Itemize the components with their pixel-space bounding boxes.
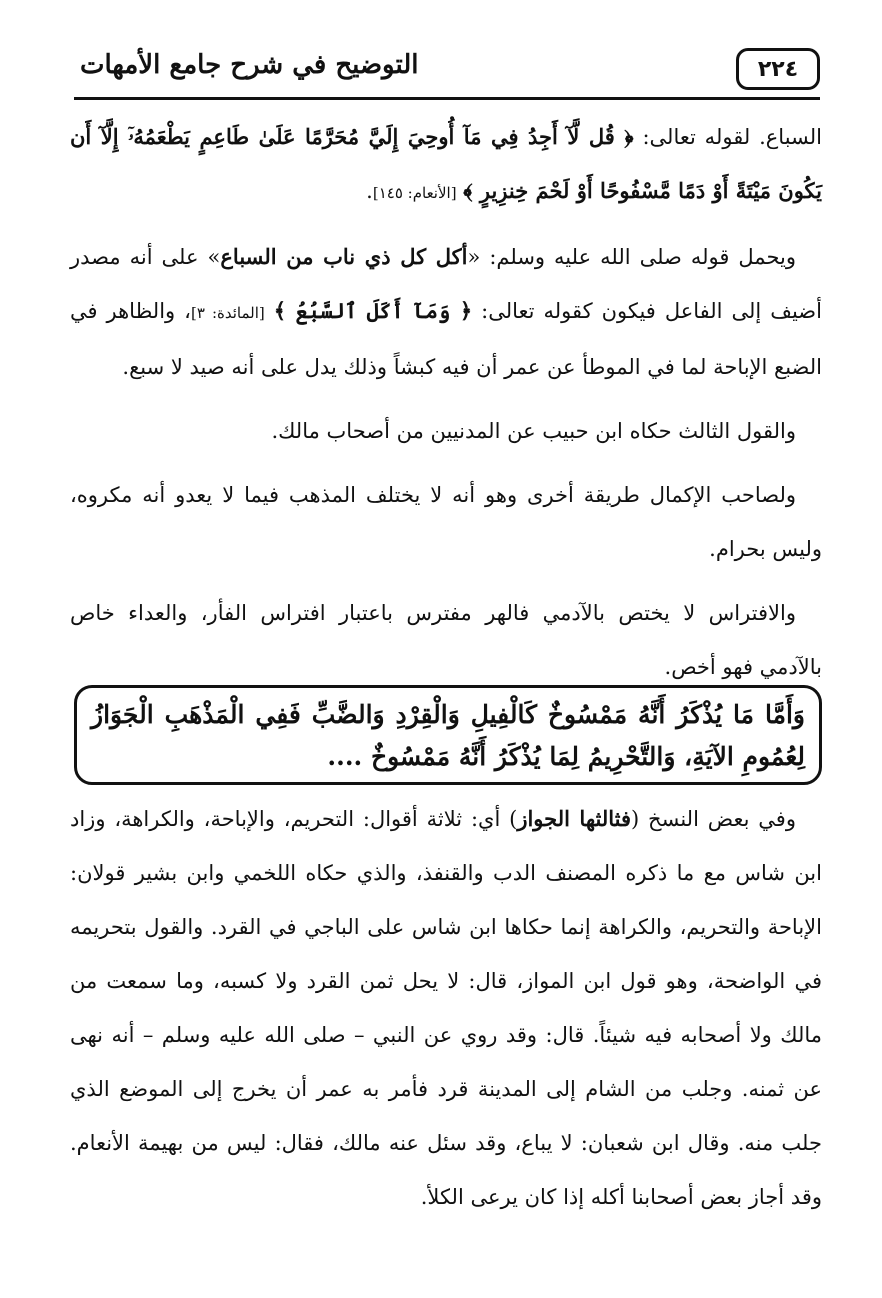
quran-verse: ﴿ وَمَآ أَكَلَ ٱلسَّبُعُ ﴾ [273,298,473,323]
text-run: ، والظاهر في الضبع الإباحة لما في الموطأ عن عمر أن فيه كبشاً وذلك يدل على أنه صيد لا سبع. [70,299,822,379]
paragraph [70,110,822,220]
commentary-top [70,110,822,704]
verse-reference: [المائدة: ٣] [190,304,265,322]
page-header [74,48,820,100]
page-number: ٢٢٤ [736,48,820,90]
commentary-bottom [70,792,822,1234]
text-run: » على أنه مصدر أضيف إلى الفاعل فيكون كقوله تعالى: [70,245,822,323]
verse-reference: [الأنعام: ١٤٥] [372,184,457,202]
running-title: التوضيح في شرح جامع الأمهات [80,50,419,80]
matn-box: وَأَمَّا مَا يُذْكَرُ أَنَّهُ مَمْسُوخٌ كَالْفِيلِ وَالْقِرْدِ وَالضَّبِّ فَفِي الْمَذْهَبِ الْجَوَازُ لِعُمُومِ الآيَةِ، وَالتَّحْرِيمُ لِمَا يُذْكَرُ أَنَّهُ مَمْسُوخٌ .... [74,685,822,785]
paragraph [70,792,822,1224]
text-run: ) أي: ثلاثة أقوال: التحريم، والإباحة، والكراهة، وزاد ابن شاس مع ما ذكره المصنف الدب والقنفذ، والذي حكاه اللخمي وابن بشير قولان: الإباحة والتحريم، والكراهة إنما حكاها ابن شاس على الباجي في القرد. والقول بتحريمه في الواضحة، وهو قول ابن المواز، قال: لا يحل ثمن القرد ولا كسبه، وما سمعت من مالك ولا أصحابه فيه شيئاً. قال: وقد روي عن النبي – صلى الله عليه وسلم – أنه نهى عن ثمنه. وجلب من الشام إلى المدينة قرد فأمر به عمر أن يخرج إلى الموضع الذي جلب منه. وقال ابن شعبان: لا يباع، وقد سئل عنه مالك، فقال: ليس من بهيمة الأنعام. وقد أجاز بعض أصحابنا أكله إذا كان يرعى الكلأ. [70,807,822,1209]
bold-phrase: فثالثها الجواز [517,806,632,831]
hadith-text: أكل كل ذي ناب من السباع [220,244,468,269]
paragraph [70,230,822,394]
paragraph: والقول الثالث حكاه ابن حبيب عن المدنيين من أصحاب مالك. [271,419,796,443]
paragraph: ولصاحب الإكمال طريقة أخرى وهو أنه لا يختلف المذهب فيما لا يعدو أنه مكروه، وليس بحرام. [70,483,822,561]
text-run: وفي بعض النسخ ( [631,807,796,831]
text-run: ويحمل قوله صلى الله عليه وسلم: « [467,245,796,269]
text-run: . [366,179,373,203]
header-rule [74,97,820,100]
text-run: السباع. لقوله تعالى: [633,125,822,149]
quran-verse: ﴿ قُل لَّآ أَجِدُ فِي مَآ أُوحِيَ إِلَيَّ مُحَرَّمًا عَلَىٰ طَاعِمٍ يَطْعَمُهُۥٓ إِلَّآ أَن يَكُونَ مَيْتَةً أَوْ دَمًا مَّسْفُوحًا أَوْ لَحْمَ خِنزِيرٍ ﴾ [70,124,822,203]
paragraph: والافتراس لا يختص بالآدمي فالهر مفترس باعتبار افتراس الفأر، والعداء خاص بالآدمي فهو أخص. [70,601,822,679]
